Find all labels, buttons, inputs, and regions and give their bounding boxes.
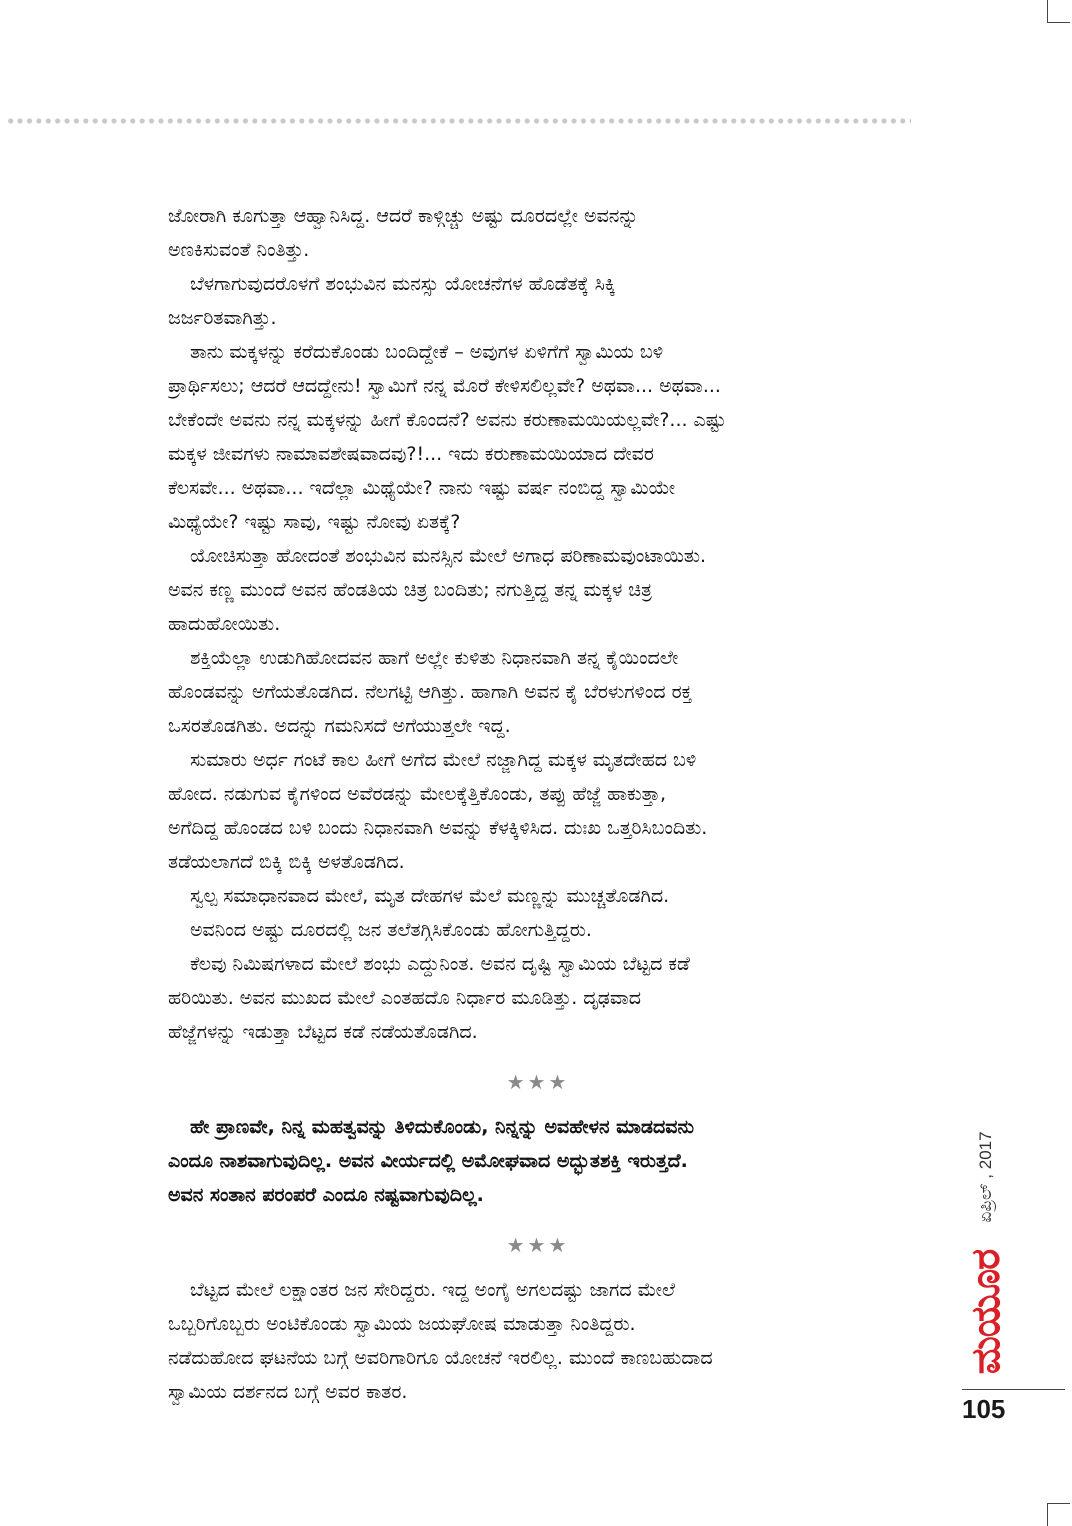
text-line: ತಡೆಯಲಾಗದೆ ಬಿಕ್ಕಿ ಬಿಕ್ಕಿ ಅಳತೊಡಗಿದ. bbox=[168, 851, 405, 873]
dotted-header-rule bbox=[6, 117, 911, 125]
crop-mark-bottom bbox=[1047, 1503, 1070, 1526]
page-number: 105 bbox=[962, 1394, 1006, 1424]
story-part-3 bbox=[168, 1273, 926, 1409]
text-line: ಹರಿಯಿತು. ಅವನ ಮುಖದ ಮೇಲೆ ಎಂತಹದೊ ನಿರ್ಧಾರ ಮೂಡಿತ್ತು. ದೃಢವಾದ bbox=[168, 987, 642, 1009]
text-line: ಹೊಂಡವನ್ನು ಅಗೆಯತೊಡಗಿದ. ನೆಲಗಟ್ಟಿ ಆಗಿತ್ತು. ಹಾಗಾಗಿ ಅವನ ಕೈ ಬೆರಳುಗಳಿಂದ ರಕ್ತ bbox=[168, 681, 692, 703]
text-line: ಹೇ ಪ್ರಾಣವೇ, ನಿನ್ನ ಮಹತ್ವವನ್ನು ತಿಳಿದುಕೊಂಡು, ನಿನ್ನನ್ನು ಅವಹೇಳನ ಮಾಡದವನು bbox=[190, 1116, 695, 1138]
text-line: ಮಿಥ್ಯೆಯೇ? ಇಷ್ಟು ಸಾವು, ಇಷ್ಟು ನೋವು ಏತಕ್ಕೆ? bbox=[168, 511, 461, 533]
text-line: ಅಣಕಿಸುವಂತೆ ನಿಂತಿತ್ತು. bbox=[168, 239, 310, 261]
text-line: ಹೆಜ್ಜೆಗಳನ್ನು ಇಡುತ್ತಾ ಬೆಟ್ಟದ ಕಡೆ ನಡೆಯತೊಡಗಿದ. bbox=[168, 1021, 478, 1043]
text-line: ಬೇಕೆಂದೇ ಅವನು ನನ್ನ ಮಕ್ಕಳನ್ನು ಹೀಗೆ ಕೊಂದನೆ? ಅವನು ಕರುಣಾಮಯಿಯಲ್ಲವೇ?... ಎಷ್ಟು bbox=[168, 409, 727, 431]
text-line: ಅವನ ಸಂತಾನ ಪರಂಪರೆ ಎಂದೂ ನಷ್ಟವಾಗುವುದಿಲ್ಲ. bbox=[168, 1184, 484, 1206]
section-separator-1: ★★★ bbox=[506, 1070, 570, 1094]
text-line: ಅವನ ಕಣ್ಣ ಮುಂದೆ ಅವನ ಹೆಂಡತಿಯ ಚಿತ್ರ ಬಂದಿತು; ನಗುತ್ತಿದ್ದ ತನ್ನ ಮಕ್ಕಳ ಚಿತ್ರ bbox=[168, 579, 652, 601]
text-line: ಅವನಿಂದ ಅಷ್ಟು ದೂರದಲ್ಲಿ ಜನ ತಲೆತಗ್ಗಿಸಿಕೊಂಡು ಹೋಗುತ್ತಿದ್ದರು. bbox=[190, 919, 592, 941]
text-line: ಎಂದೂ ನಾಶವಾಗುವುದಿಲ್ಲ. ಅವನ ವೀರ್ಯದಲ್ಲಿ ಅಮೋಘವಾದ ಅದ್ಭುತಶಕ್ತಿ ಇರುತ್ತದೆ. bbox=[168, 1150, 688, 1172]
crop-mark-top bbox=[1047, 0, 1070, 23]
magazine-logo-text: ಮಯೂರ bbox=[963, 1249, 1009, 1375]
text-line: ಅಗೆದಿದ್ದ ಹೊಂಡದ ಬಳಿ ಬಂದು ನಿಧಾನವಾಗಿ ಅವನ್ನು ಕೆಳಕ್ಕಿಳಿಸಿದ. ದುಃಖ ಒತ್ತರಿಸಿಬಂದಿತು. bbox=[168, 817, 708, 839]
text-line: ಬೆಟ್ಟದ ಮೇಲೆ ಲಕ್ಷಾಂತರ ಜನ ಸೇರಿದ್ದರು. ಇದ್ದ ಅಂಗೈ ಅಗಲದಷ್ಟು ಜಾಗದ ಮೇಲೆ bbox=[190, 1279, 676, 1301]
text-line: ಹಾದುಹೋಯಿತು. bbox=[168, 613, 281, 635]
text-line: ಯೋಚಿಸುತ್ತಾ ಹೋದಂತೆ ಶಂಭುವಿನ ಮನಸ್ಸಿನ ಮೇಲೆ ಅಗಾಧ ಪರಿಣಾಮವುಂಟಾಯಿತು. bbox=[190, 545, 707, 567]
story-part-1 bbox=[168, 199, 926, 1049]
folio-rule bbox=[962, 1389, 1065, 1390]
text-line: ಕೆಲವು ನಿಮಿಷಗಳಾದ ಮೇಲೆ ಶಂಭು ಎದ್ದುನಿಂತ. ಅವನ ದೃಷ್ಟಿ ಸ್ವಾಮಿಯ ಬೆಟ್ಟದ ಕಡೆ bbox=[190, 953, 690, 975]
text-line: ಸ್ವಾಮಿಯ ದರ್ಶನದ ಬಗ್ಗೆ ಅವರ ಕಾತರ. bbox=[168, 1381, 408, 1403]
text-line: ಸ್ವಲ್ಪ ಸಮಾಧಾನವಾದ ಮೇಲೆ, ಮೃತ ದೇಹಗಳ ಮೆಲೆ ಮಣ್ಣನ್ನು ಮುಚ್ಚತೊಡಗಿದ. bbox=[190, 885, 670, 907]
text-line: ಹೋದ. ನಡುಗುವ ಕೈಗಳಿಂದ ಅವೆರಡನ್ನು ಮೇಲಕ್ಕೆತ್ತಿಕೊಂಡು, ತಪ್ಪು ಹೆಜ್ಜೆ ಹಾಕುತ್ತಾ, bbox=[168, 783, 667, 805]
issue-date-text: ಏಪ್ರಿಲ್ , 2017 bbox=[976, 1131, 995, 1223]
story-part-2 bbox=[168, 1110, 926, 1212]
text-line: ನಡೆದುಹೋದ ಘಟನೆಯ ಬಗ್ಗೆ ಅವರಿಗಾರಿಗೂ ಯೋಚನೆ ಇರಲಿಲ್ಲ. ಮುಂದೆ ಕಾಣಬಹುದಾದ bbox=[168, 1347, 713, 1369]
text-line: ಬೆಳಗಾಗುವುದರೊಳಗೆ ಶಂಭುವಿನ ಮನಸ್ಸು ಯೋಚನೆಗಳ ಹೊಡೆತಕ್ಕೆ ಸಿಕ್ಕಿ bbox=[190, 273, 616, 295]
story-body bbox=[168, 199, 926, 1409]
text-line: ಶಕ್ತಿಯೆಲ್ಲಾ ಉಡುಗಿಹೋದವನ ಹಾಗೆ ಅಲ್ಲೇ ಕುಳಿತು ನಿಧಾನವಾಗಿ ತನ್ನ ಕೈಯಿಂದಲೇ bbox=[190, 647, 679, 669]
text-line: ಪ್ರಾರ್ಥಿಸಲು; ಆದರೆ ಆದದ್ದೇನು! ಸ್ವಾಮಿಗೆ ನನ್ನ ಮೊರೆ ಕೇಳಿಸಲಿಲ್ಲವೇ? ಅಥವಾ... ಅಥವಾ... bbox=[168, 375, 721, 397]
text-line: ತಾನು ಮಕ್ಕಳನ್ನು ಕರೆದುಕೊಂಡು ಬಂದಿದ್ದೇಕೆ – ಅವುಗಳ ಏಳಿಗೆಗೆ ಸ್ವಾಮಿಯ ಬಳಿ bbox=[190, 341, 664, 363]
text-line: ಕೆಲಸವೇ... ಅಥವಾ... ಇದೆಲ್ಲಾ ಮಿಥ್ಯೆಯೇ? ನಾನು ಇಷ್ಟು ವರ್ಷ ನಂಬಿದ್ದ ಸ್ವಾಮಿಯೇ bbox=[168, 477, 676, 499]
text-line: ಜೋರಾಗಿ ಕೂಗುತ್ತಾ ಆಹ್ವಾನಿಸಿದ್ದ. ಆದರೆ ಕಾಳ್ಗಿಚ್ಚು ಅಷ್ಟು ದೂರದಲ್ಲೇ ಅವನನ್ನು bbox=[168, 205, 639, 227]
magazine-logo bbox=[958, 1248, 1014, 1376]
text-line: ಮಕ್ಕಳ ಜೀವಗಳು ನಾಮಾವಶೇಷವಾದವು?!... ಇದು ಕರುಣಾಮಯಿಯಾದ ದೇವರ bbox=[168, 443, 654, 465]
text-line: ಸುಮಾರು ಅರ್ಧ ಗಂಟೆ ಕಾಲ ಹೀಗೆ ಅಗೆದ ಮೇಲೆ ನಜ್ಜಾಗಿದ್ದ ಮಕ್ಕಳ ಮೃತದೇಹದ ಬಳಿ bbox=[190, 749, 697, 771]
section-separator-2: ★★★ bbox=[506, 1233, 570, 1257]
text-line: ಒಸರತೊಡಗಿತು. ಅದನ್ನು ಗಮನಿಸದೆ ಅಗೆಯುತ್ತಲೇ ಇದ್ದ. bbox=[168, 715, 511, 737]
text-line: ಜರ್ಜರಿತವಾಗಿತ್ತು. bbox=[168, 307, 277, 329]
issue-date bbox=[964, 1112, 1008, 1242]
text-line: ಒಬ್ಬರಿಗೊಬ್ಬರು ಅಂಟಿಕೊಂಡು ಸ್ವಾಮಿಯ ಜಯಘೋಷ ಮಾಡುತ್ತಾ ನಿಂತಿದ್ದರು. bbox=[168, 1313, 636, 1335]
